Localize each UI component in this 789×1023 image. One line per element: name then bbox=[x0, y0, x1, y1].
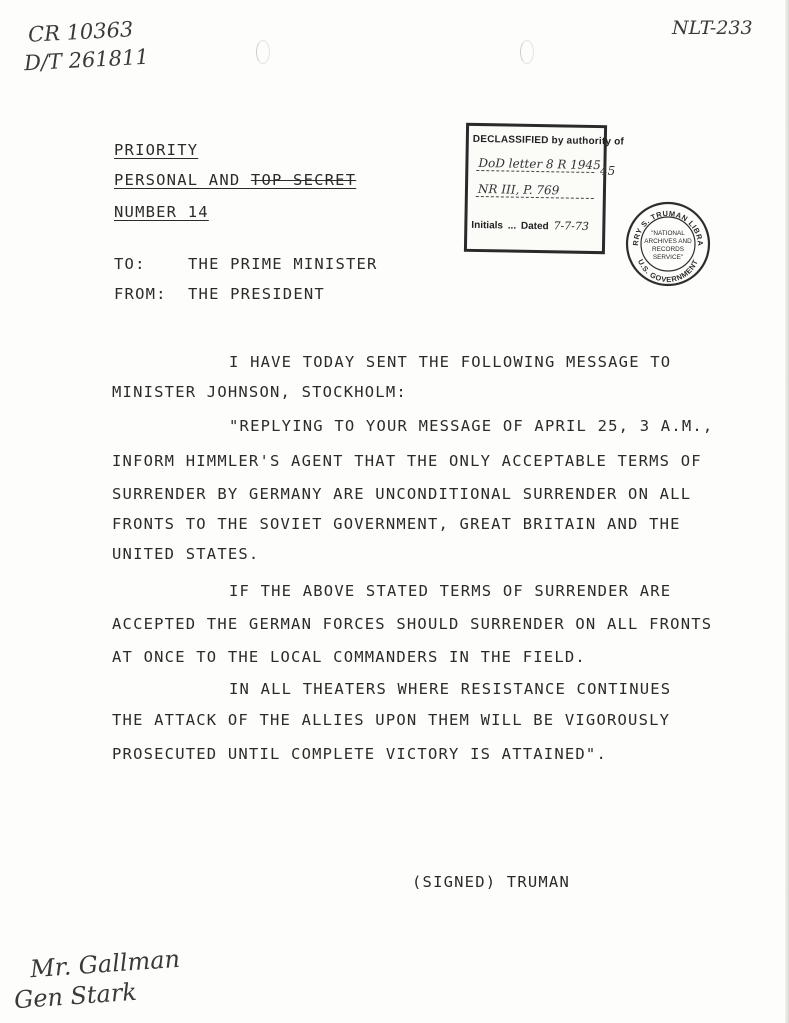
seal-ring-text: RRY S. TRUMAN LIBRA bbox=[630, 208, 706, 247]
declassification-stamp bbox=[464, 123, 625, 254]
initials-value: ... bbox=[507, 220, 517, 232]
body-line: INFORM HIMMLER'S AGENT THAT THE ONLY ACCEPTABLE TERMS OF bbox=[112, 452, 702, 470]
declass-initials-date-row bbox=[471, 218, 591, 233]
handwritten-file-reference: CR 10363 bbox=[27, 17, 134, 47]
seal-center-line: RECORDS bbox=[652, 246, 684, 253]
body-line: ACCEPTED THE GERMAN FORCES SHOULD SURRENDER ON ALL FRONTS bbox=[112, 615, 713, 633]
from-sender: THE PRESIDENT bbox=[188, 285, 325, 303]
signature-line: (SIGNED) TRUMAN bbox=[412, 873, 570, 891]
handwritten-name: Mr. Gallman bbox=[29, 944, 181, 984]
stamp-side-note: 45 bbox=[600, 164, 616, 178]
declass-stamp-heading: DECLASSIFIED by authority of bbox=[472, 133, 625, 148]
scan-mark bbox=[256, 40, 270, 64]
declass-authority-line: DoD letter 8 R 1945 bbox=[478, 156, 601, 173]
seal-center-line: ARCHIVES AND bbox=[644, 238, 692, 245]
body-line: IF THE ABOVE STATED TERMS OF SURRENDER ARE bbox=[229, 582, 672, 600]
body-line: FRONTS TO THE SOVIET GOVERNMENT, GREAT BRITAIN AND THE bbox=[112, 515, 681, 533]
from-label: FROM: bbox=[114, 285, 167, 303]
truman-library-seal bbox=[624, 200, 712, 288]
body-line: SURRENDER BY GERMANY ARE UNCONDITIONAL SURRENDER ON ALL bbox=[112, 485, 692, 503]
classification-prefix: PERSONAL AND bbox=[114, 171, 251, 189]
seal-graphic bbox=[624, 200, 712, 288]
body-line: PROSECUTED UNTIL COMPLETE VICTORY IS ATTAINED". bbox=[112, 745, 607, 763]
classification-heading bbox=[114, 171, 356, 189]
seal-bottom-text: U.S. GOVERNMENT bbox=[635, 257, 701, 285]
date-label: Dated bbox=[520, 220, 549, 233]
scan-mark bbox=[520, 40, 534, 64]
body-line: AT ONCE TO THE LOCAL COMMANDERS IN THE FIELD. bbox=[112, 648, 586, 666]
to-recipient: THE PRIME MINISTER bbox=[188, 255, 378, 273]
page-edge-shadow bbox=[785, 0, 789, 1023]
body-line: MINISTER JOHNSON, STOCKHOLM: bbox=[112, 383, 407, 401]
body-line: "REPLYING TO YOUR MESSAGE OF APRIL 25, 3 A.M., bbox=[229, 417, 714, 435]
handwritten-document-code: NLT-233 bbox=[672, 17, 753, 39]
body-line: UNITED STATES. bbox=[112, 545, 260, 563]
seal-center-line: "NATIONAL bbox=[651, 230, 685, 237]
struck-classification: TOP SECRET bbox=[250, 171, 357, 189]
declass-authority-line: NR III, P. 769 bbox=[477, 181, 560, 198]
body-line: I HAVE TODAY SENT THE FOLLOWING MESSAGE TO bbox=[229, 353, 672, 371]
stamp-rule bbox=[476, 196, 594, 199]
handwritten-dt-reference: D/T 261811 bbox=[23, 44, 150, 76]
message-number: NUMBER 14 bbox=[114, 203, 209, 221]
initials-label: Initials bbox=[471, 219, 504, 232]
body-line: THE ATTACK OF THE ALLIES UPON THEM WILL BE VIGOROUSLY bbox=[112, 711, 671, 729]
handwritten-name: Gen Stark bbox=[13, 977, 138, 1015]
to-label: TO: bbox=[114, 255, 146, 273]
priority-heading: PRIORITY bbox=[114, 141, 199, 159]
date-value: 7-7-73 bbox=[553, 219, 590, 233]
body-line: IN ALL THEATERS WHERE RESISTANCE CONTINUES bbox=[229, 680, 672, 698]
seal-center-line: SERVICE" bbox=[652, 254, 684, 261]
